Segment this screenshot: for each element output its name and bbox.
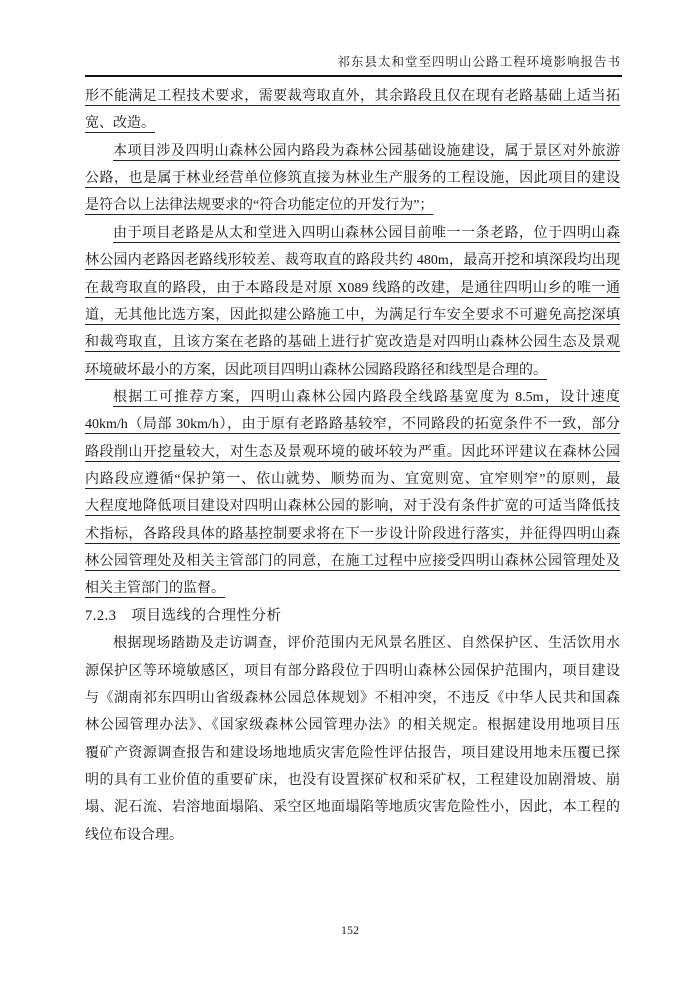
text-line: 公路，也是属于林业经营单位修筑直接为林业生产服务的工程设施，因此项目的建设 [85,171,620,187]
text-line: 环境破坏最小的方案，因此项目四明山森林公园路段路径和线型是合理的。 [85,362,547,378]
page-number: 152 [341,923,359,937]
text-line: 在裁弯取直的路段，由于本路段是对原 X089 线路的改建，是通往四明山乡的唯一通 [85,280,620,296]
text-line: 是符合以上法律法规要求的“符合功能定位的开发行为”； [85,198,434,214]
text-line: 内路段应遵循“保护第一、依山就势、顺势而为、宜宽则宽、宜窄则窄”的原则，最 [85,472,620,488]
text-line: 术指标，各路段具体的路基控制要求将在下一步设计阶段进行落实，并征得四明山森 [85,526,620,542]
text-line: 与《湖南祁东四明山省级森林公园总体规划》不相冲突，不违反《中华人民共和国森 [85,690,620,706]
text-line: 明的具有工业价值的重要矿床，也没有设置探矿权和采矿权，工程建设加剧滑坡、崩 [85,772,620,788]
text-line: 由于项目老路是从太和堂进入四明山森林公园目前唯一一条老路，位于四明山森 [113,225,620,241]
text-line: 本项目涉及四明山森林公园内路段为森林公园基础设施建设，属于景区对外旅游 [113,143,620,159]
document-body [85,83,620,849]
header-title: 祁东县太和堂至四明山公路工程环境影响报告书 [337,55,621,69]
text-line: 林公园管理办法》、《国家级森林公园管理办法》的相关规定。根据建设用地项目压 [85,718,620,734]
text-line: 和裁弯取直，且该方案在老路的基础上进行扩宽改造是对四明山森林公园生态及景观 [85,335,620,351]
text-line: 塌、泥石流、岩溶地面塌陷、采空区地面塌陷等地质灾害危险性小，因此，本工程的 [85,800,620,816]
text-line: 覆矿产资源调查报告和建设场地地质灾害危险性评估报告，项目建设用地未压覆已探 [85,745,620,761]
text-line: 路段削山开挖量较大，对生态及景观环境的破坏较为严重。因此环评建议在森林公园 [85,444,620,460]
header-rule [85,75,622,77]
text-line: 线位布设合理。 [85,827,183,843]
text-line: 道，无其他比选方案，因此拟建公路施工中，为满足行车安全要求不可避免高挖深填 [85,307,620,323]
text-line: 形不能满足工程技术要求，需要裁弯取直外，其余路段且仅在现有老路基础上适当拓 [85,89,620,104]
text-line: 相关主管部门的监督。 [85,581,225,597]
text-line: 40km/h（局部 30km/h），由于原有老路路基较窄，不同路段的拓宽条件不一致，部分 [85,417,620,433]
text-line: 大程度地降低项目建设对四明山森林公园的影响，对于没有条件扩宽的可适当降低技 [85,499,620,515]
text-line: 林公园管理处及相关主管部门的同意，在施工过程中应接受四明山森林公园管理处及 [85,554,620,570]
section-heading: 7.2.3 项目选线的合理性分析 [85,607,282,624]
text-line: 林公园内老路因老路线形较差、裁弯取直的路段共约 480m，最高开挖和填深段均出现 [85,253,620,269]
text-line: 根据工可推荐方案，四明山森林公园内路段全线路基宽度为 8.5m，设计速度 [113,389,620,405]
text-line: 源保护区等环境敏感区，项目有部分路段位于四明山森林公园保护范围内，项目建设 [85,663,620,679]
text-line: 宽、改造。 [85,116,155,132]
text-line: 根据现场踏勘及走访调查，评价范围内无风景名胜区、自然保护区、生活饮用水 [113,636,620,652]
